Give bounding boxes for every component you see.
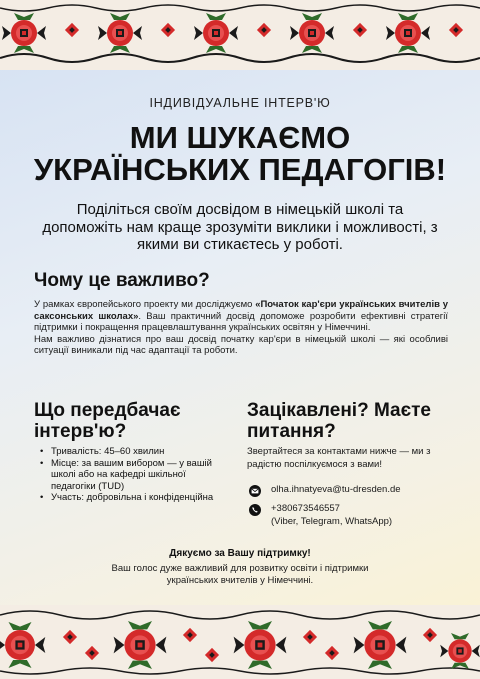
list-item: [37, 492, 227, 504]
email-contact[interactable]: [249, 484, 401, 497]
phone-icon: [249, 504, 261, 516]
list-item: [37, 446, 227, 458]
headline-line-2: УКРАЇНСЬКИХ ПЕДАГОГІВ!: [33, 152, 447, 187]
interview-details-list: [37, 446, 227, 504]
email-link[interactable]: olha.ihnatyeva@tu-dresden.de: [271, 484, 401, 495]
phone-details: [271, 503, 392, 528]
poster-headline: [0, 122, 480, 186]
interview-heading: Що передбачає інтерв'ю?: [34, 400, 181, 442]
phone-contact[interactable]: [249, 503, 392, 528]
poster-kicker: ІНДИВІДУАЛЬНЕ ІНТЕРВ'Ю: [149, 96, 331, 110]
why-paragraph-2: Нам важливо дізнатися про ваш досвід початку кар'єри в німецькій школі — які особливі ситуації виникали під час адаптації та роботи.: [34, 333, 448, 357]
why-text-a: У рамках європейського проекту ми досліджуємо: [34, 299, 256, 310]
questions-heading: Зацікавлені? Маєте питання?: [247, 400, 431, 442]
phone-number[interactable]: +380673546557: [271, 503, 340, 514]
embroidery-pattern-bottom: [0, 605, 480, 679]
thanks-line: Дякуємо за Вашу підтримку!: [169, 548, 311, 559]
list-item-text: Тривалість: 45–60 хвилин: [51, 446, 165, 457]
embroidery-border-top: [0, 0, 480, 70]
list-item-text: Участь: добровільна і конфіденційна: [51, 492, 214, 504]
list-item: [37, 458, 227, 493]
questions-text: Звертайтеся за контактами нижче — ми з радістю поспілкуємося з вами!: [247, 446, 431, 470]
project-title: «Початок кар'єри українських вчителів у саксонських школах»: [34, 299, 448, 322]
closing-paragraph: Ваш голос дуже важливий для розвитку освіти і підтримки українських вчителів у Німеччині.: [111, 563, 369, 586]
bullet-icon: •: [40, 492, 44, 504]
embroidery-border-bottom: [0, 605, 480, 679]
bullet-icon: •: [40, 457, 44, 469]
headline-line-1: МИ ШУКАЄМО: [129, 120, 351, 155]
why-text-b: . Ваш практичний досвід допоможе розробити ефективні стратегії підтримки і покращення працевлаштування українських освітян у Німеччині.: [34, 310, 449, 334]
why-body: [34, 299, 448, 357]
envelope-icon: [249, 485, 261, 497]
list-item-text: Місце: за вашим вибором — у вашій школі або на кафедрі шкільної педагогіки (TUD): [51, 457, 212, 492]
why-heading: Чому це важливо?: [34, 270, 210, 291]
phone-messengers: (Viber, Telegram, WhatsApp): [271, 515, 393, 527]
embroidery-pattern-top: [0, 0, 480, 70]
lead-paragraph: Поділіться своїм досвідом в німецькій школі та допоможіть нам краще зрозуміти виклики і можливості, з якими ви стикаєтесь у роботі.: [42, 201, 438, 253]
why-paragraph-1: [34, 299, 448, 334]
bullet-icon: •: [40, 446, 44, 457]
